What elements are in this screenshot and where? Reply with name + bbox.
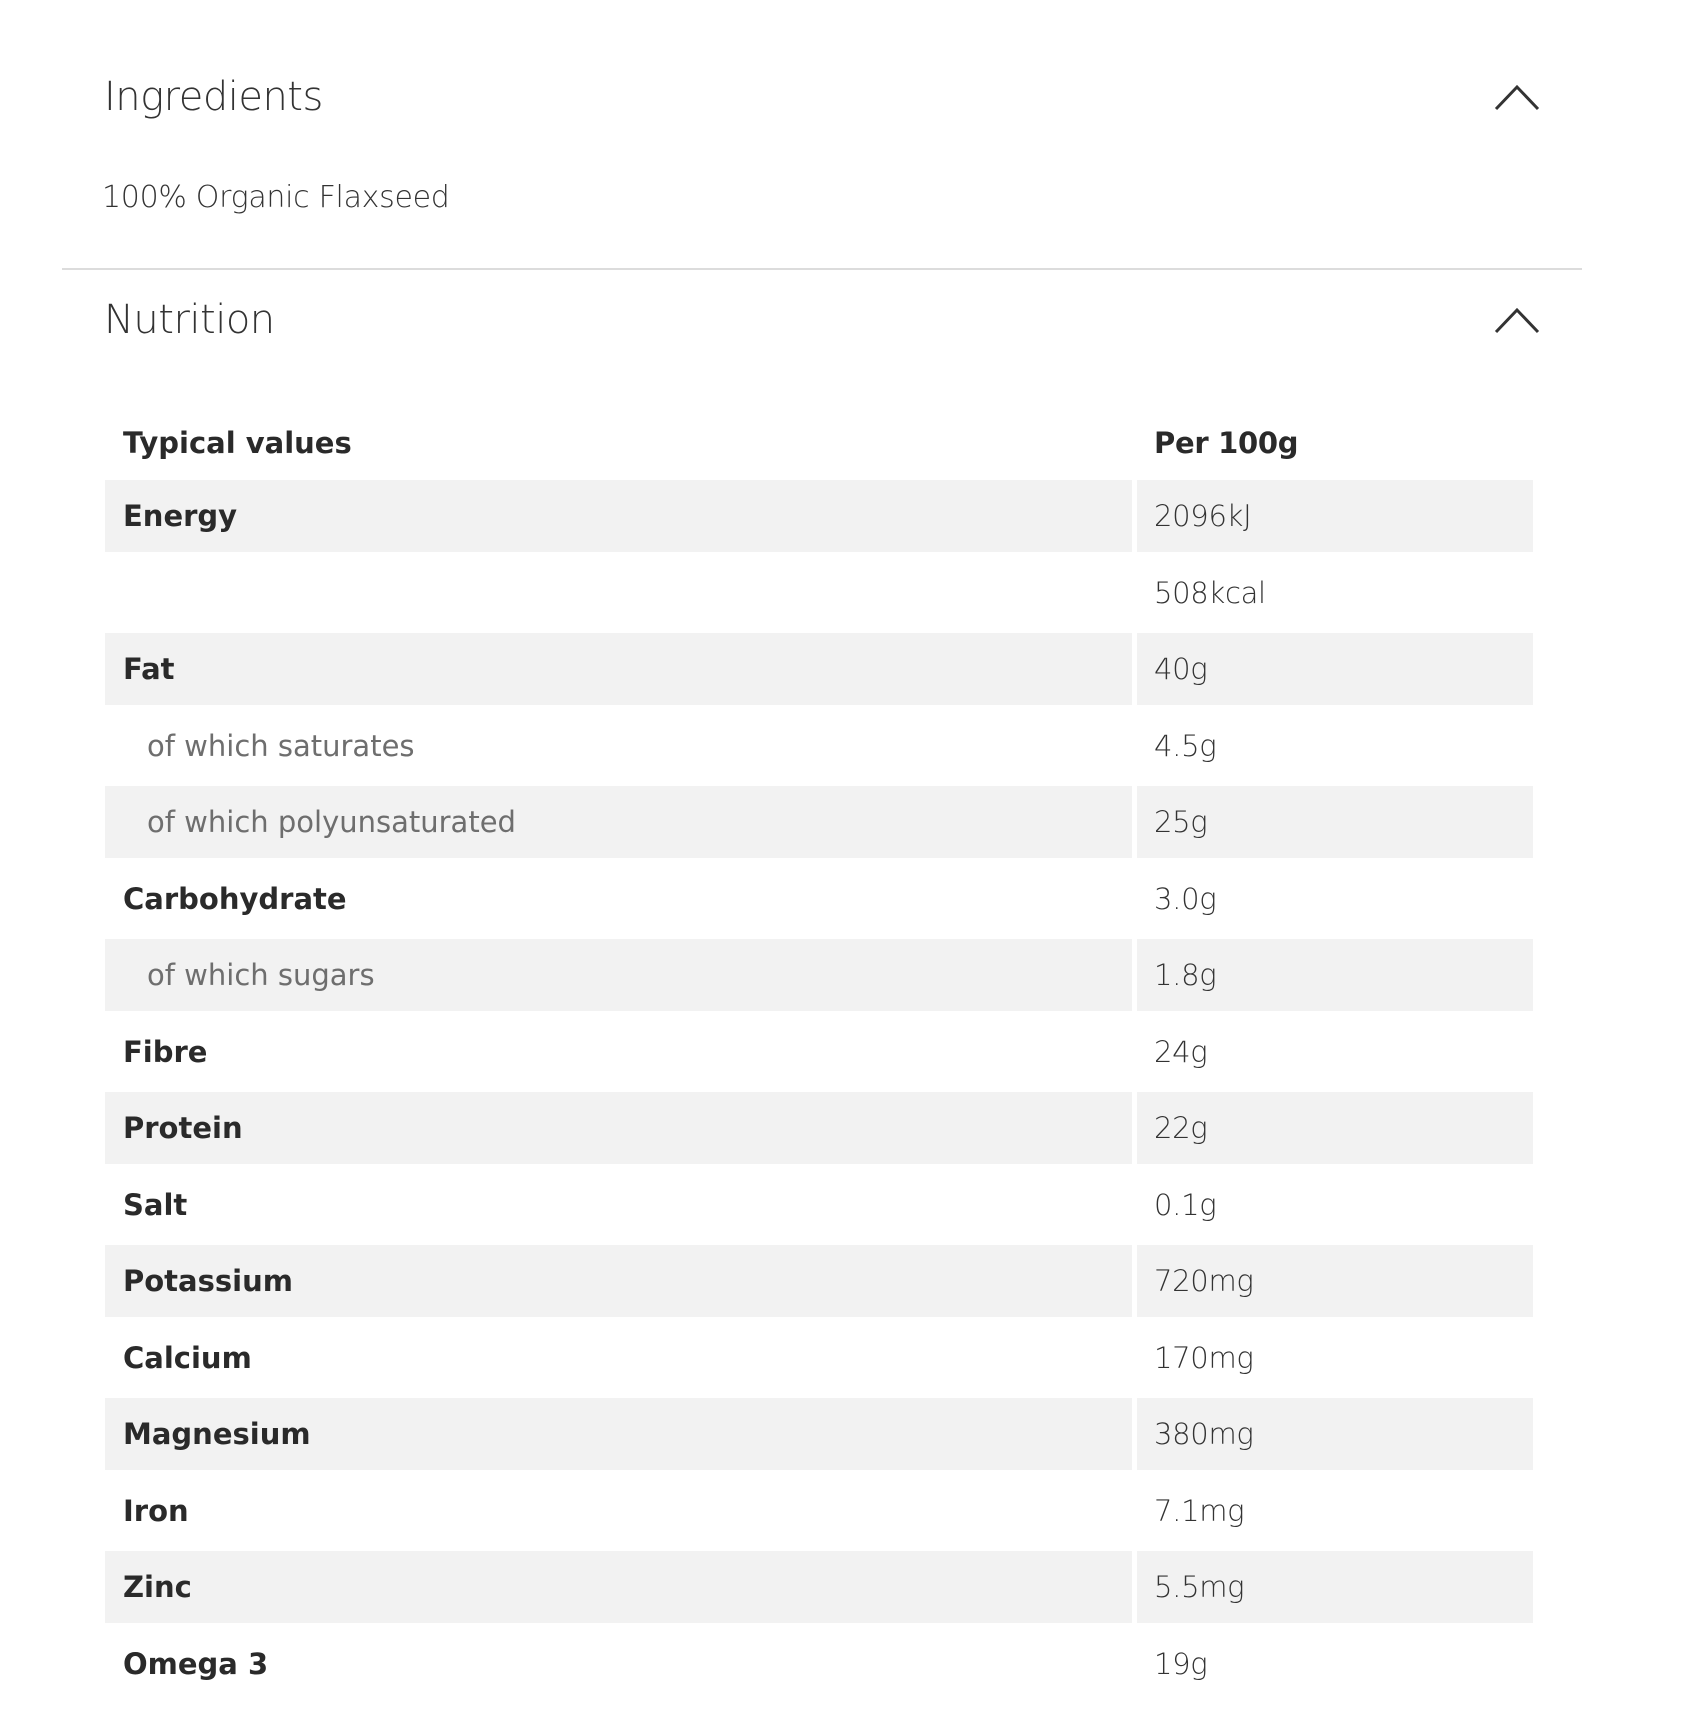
ingredients-header[interactable]: [104, 62, 1540, 132]
table-row: [105, 786, 1538, 858]
table-row: [105, 1092, 1538, 1164]
table-row: [105, 1016, 1538, 1088]
table-row: [105, 863, 1538, 935]
ingredients-section: [62, 62, 1582, 268]
table-row: [105, 633, 1538, 705]
ingredients-title: Ingredients: [104, 74, 323, 120]
nutrient-name: of which sugars: [105, 939, 1132, 1011]
table-header-row: [105, 408, 1538, 478]
table-row: [105, 939, 1538, 1011]
nutrient-name: Calcium: [123, 1340, 252, 1375]
nutrient-name: Energy: [105, 480, 1132, 552]
table-row: [105, 1551, 1538, 1623]
chevron-up-icon[interactable]: [1494, 82, 1540, 112]
nutrient-value: 5.5mg: [1137, 1551, 1533, 1623]
table-row: [105, 1245, 1538, 1317]
table-row: [105, 1628, 1538, 1700]
nutrient-value: 3.0g: [1154, 881, 1217, 916]
nutrient-name: Omega 3: [123, 1646, 269, 1681]
nutrient-name: Potassium: [105, 1245, 1132, 1317]
nutrient-value: 22g: [1137, 1092, 1533, 1164]
section-divider: [62, 268, 1582, 270]
nutrient-value: 7.1mg: [1154, 1493, 1245, 1528]
nutrition-table: [105, 408, 1538, 1704]
table-row: [105, 1322, 1538, 1394]
nutrient-name: Zinc: [105, 1551, 1132, 1623]
nutrient-name: Magnesium: [105, 1398, 1132, 1470]
nutrient-value: 19g: [1154, 1646, 1208, 1681]
nutrient-name: Salt: [123, 1187, 188, 1222]
table-row: [105, 1475, 1538, 1547]
nutrient-value: 4.5g: [1154, 728, 1217, 763]
nutrient-name: of which polyunsaturated: [105, 786, 1132, 858]
table-row: [105, 1169, 1538, 1241]
nutrient-value: 1.8g: [1137, 939, 1533, 1011]
nutrient-value: 170mg: [1154, 1340, 1254, 1375]
nutrient-value: 24g: [1154, 1034, 1208, 1069]
nutrition-title: Nutrition: [104, 297, 275, 343]
nutrient-name: of which saturates: [147, 728, 415, 763]
column-header-typical-values: Typical values: [123, 426, 352, 460]
nutrient-value: 0.1g: [1154, 1187, 1217, 1222]
nutrient-name: Fibre: [123, 1034, 208, 1069]
nutrient-name: Carbohydrate: [123, 881, 347, 916]
nutrient-value: 508kcal: [1154, 575, 1266, 610]
table-row: [105, 710, 1538, 782]
nutrient-name: Fat: [105, 633, 1132, 705]
nutrient-value: 2096kJ: [1137, 480, 1533, 552]
nutrient-name: Protein: [105, 1092, 1132, 1164]
nutrient-value: 25g: [1137, 786, 1533, 858]
nutrient-value: 380mg: [1137, 1398, 1533, 1470]
table-row: [105, 480, 1538, 552]
chevron-up-icon[interactable]: [1494, 305, 1540, 335]
nutrient-value: 720mg: [1137, 1245, 1533, 1317]
table-row: [105, 1398, 1538, 1470]
column-header-per-100g: Per 100g: [1154, 426, 1299, 460]
ingredients-text: 100% Organic Flaxseed: [102, 180, 450, 215]
table-row: [105, 557, 1538, 629]
nutrient-name: Iron: [123, 1493, 189, 1528]
nutrition-header[interactable]: [104, 285, 1540, 355]
nutrient-value: 40g: [1137, 633, 1533, 705]
nutrient-name: [105, 557, 1132, 629]
